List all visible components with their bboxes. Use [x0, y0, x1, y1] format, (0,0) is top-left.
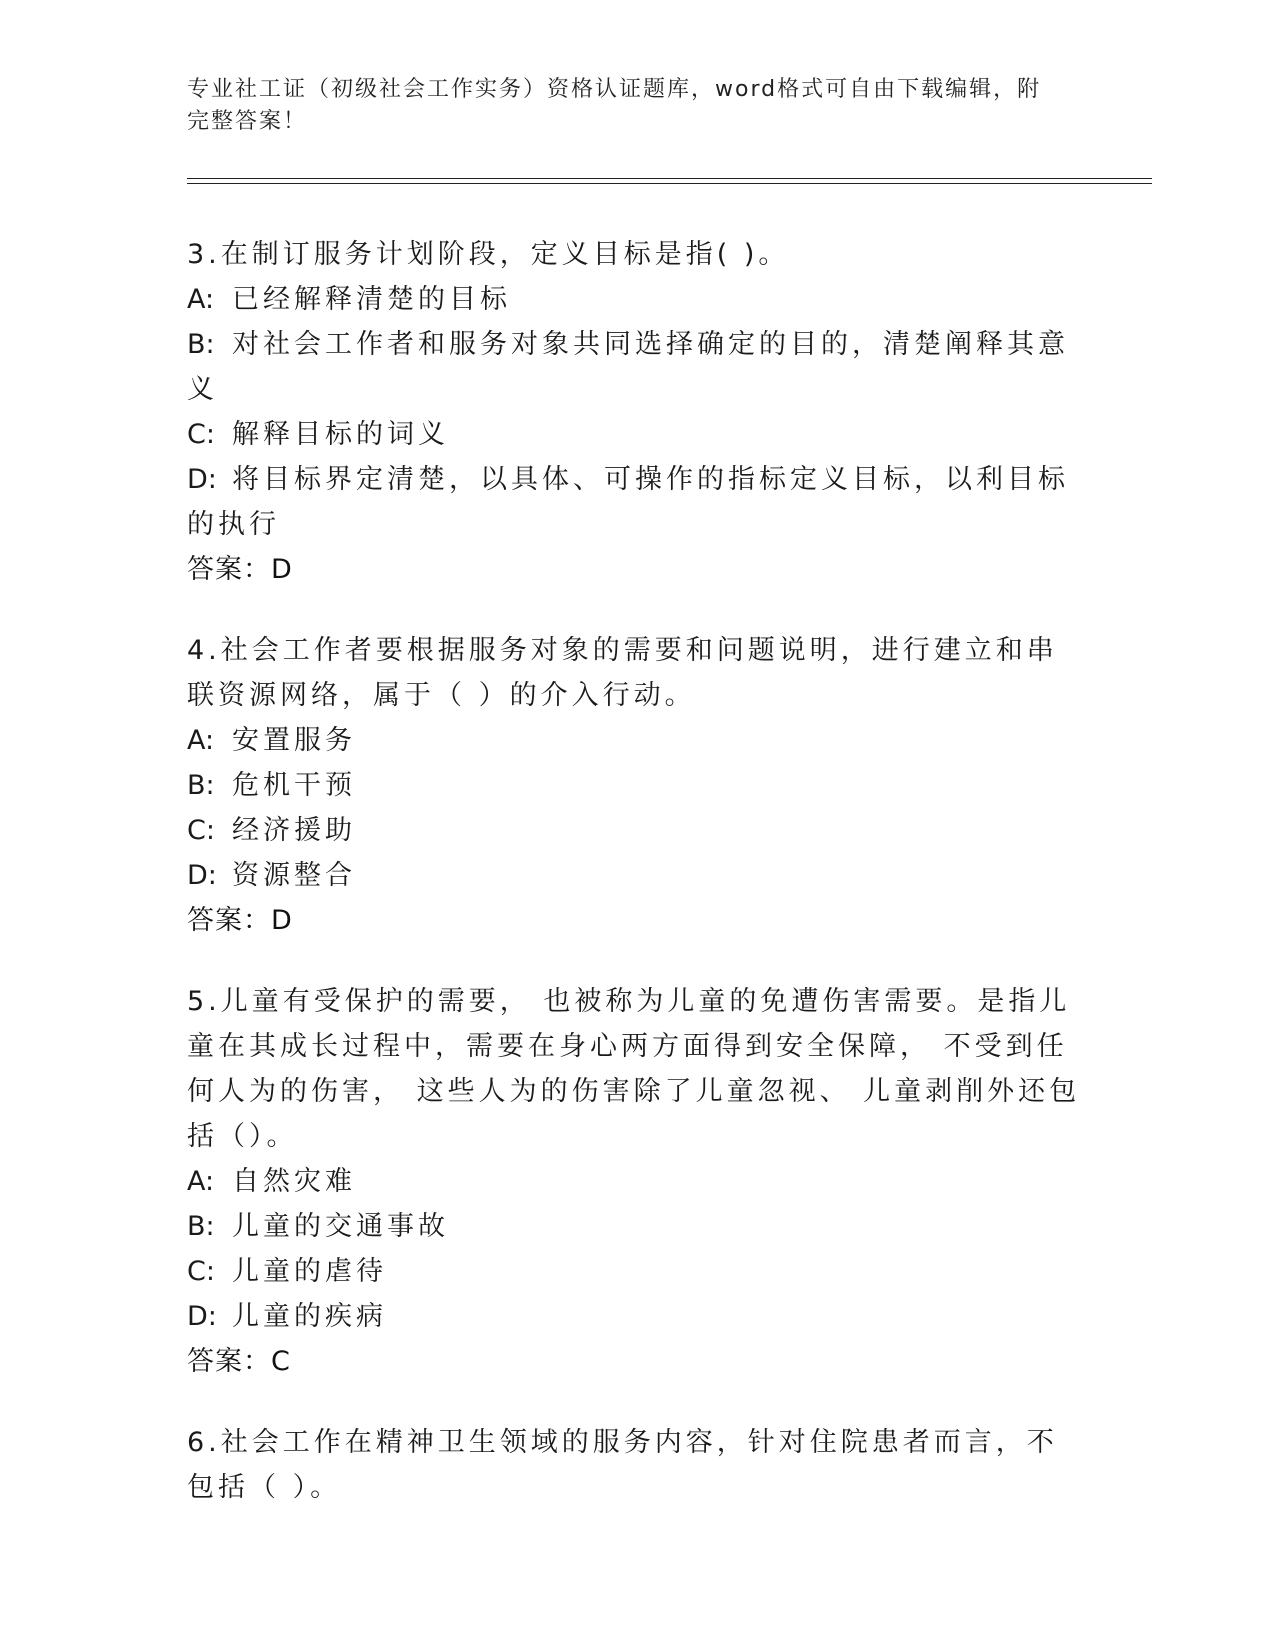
question-list [187, 232, 1087, 1546]
answer-label: 答案：D [187, 554, 293, 585]
option-text: 解释目标的词义 [232, 419, 449, 450]
header-line-2: 完整答案！ [187, 109, 308, 134]
option-key: A: [187, 1166, 215, 1197]
option-b [187, 763, 1087, 808]
option-c [187, 412, 1087, 457]
option-a [187, 277, 1087, 322]
option-text: 已经解释清楚的目标 [232, 284, 511, 315]
option-text: 儿童的虐待 [232, 1256, 387, 1287]
option-b [187, 1204, 1087, 1249]
option-key: B: [187, 770, 215, 801]
question-stem: 4.社会工作者要根据服务对象的需要和问题说明，进行建立和串联资源网络，属于（ ）的介入行动。 [187, 635, 1058, 711]
option-c [187, 1249, 1087, 1294]
option-text: 安置服务 [232, 725, 356, 756]
option-d [187, 853, 1087, 898]
question-4 [187, 628, 1087, 943]
option-key: A: [187, 284, 215, 315]
question-3 [187, 232, 1087, 592]
option-text: 将目标界定清楚，以具体、可操作的指标定义目标，以利目标的执行 [187, 464, 1069, 540]
option-b [187, 322, 1087, 412]
document-header [187, 74, 1067, 138]
option-text: 对社会工作者和服务对象共同选择确定的目的，清楚阐释其意义 [187, 329, 1069, 405]
option-text: 儿童的疾病 [232, 1301, 387, 1332]
option-text: 资源整合 [232, 860, 356, 891]
answer-label: 答案：D [187, 905, 293, 936]
header-divider-bottom [187, 183, 1152, 184]
option-d [187, 1294, 1087, 1339]
question-stem: 5.儿童有受保护的需要， 也被称为儿童的免遭伤害需要。是指儿童在其成长过程中，需要在身心两方面得到安全保障， 不受到任何人为的伤害， 这些人为的伤害除了儿童忽视、 儿童剥削外还包括（）。 [187, 986, 1081, 1152]
option-key: C: [187, 815, 215, 846]
option-text: 自然灾难 [232, 1166, 356, 1197]
question-6 [187, 1420, 1087, 1510]
option-a [187, 1159, 1087, 1204]
option-key: B: [187, 329, 215, 360]
option-text: 儿童的交通事故 [232, 1211, 449, 1242]
question-5 [187, 979, 1087, 1384]
option-key: D: [187, 464, 217, 495]
option-c [187, 808, 1087, 853]
option-key: B: [187, 1211, 215, 1242]
option-text: 经济援助 [232, 815, 356, 846]
option-key: A: [187, 725, 215, 756]
option-key: D: [187, 1301, 217, 1332]
option-d [187, 457, 1087, 547]
question-stem: 3.在制订服务计划阶段，定义目标是指( )。 [187, 239, 790, 270]
answer-label: 答案：C [187, 1346, 291, 1377]
question-stem: 6.社会工作在精神卫生领域的服务内容，针对住院患者而言，不包括（ ）。 [187, 1427, 1058, 1503]
header-line-1: 专业社工证（初级社会工作实务）资格认证题库，word格式可自由下载编辑，附 [187, 77, 1042, 102]
option-key: C: [187, 419, 215, 450]
option-a [187, 718, 1087, 763]
option-key: D: [187, 860, 217, 891]
option-key: C: [187, 1256, 215, 1287]
option-text: 危机干预 [232, 770, 356, 801]
header-divider-top [187, 178, 1152, 179]
